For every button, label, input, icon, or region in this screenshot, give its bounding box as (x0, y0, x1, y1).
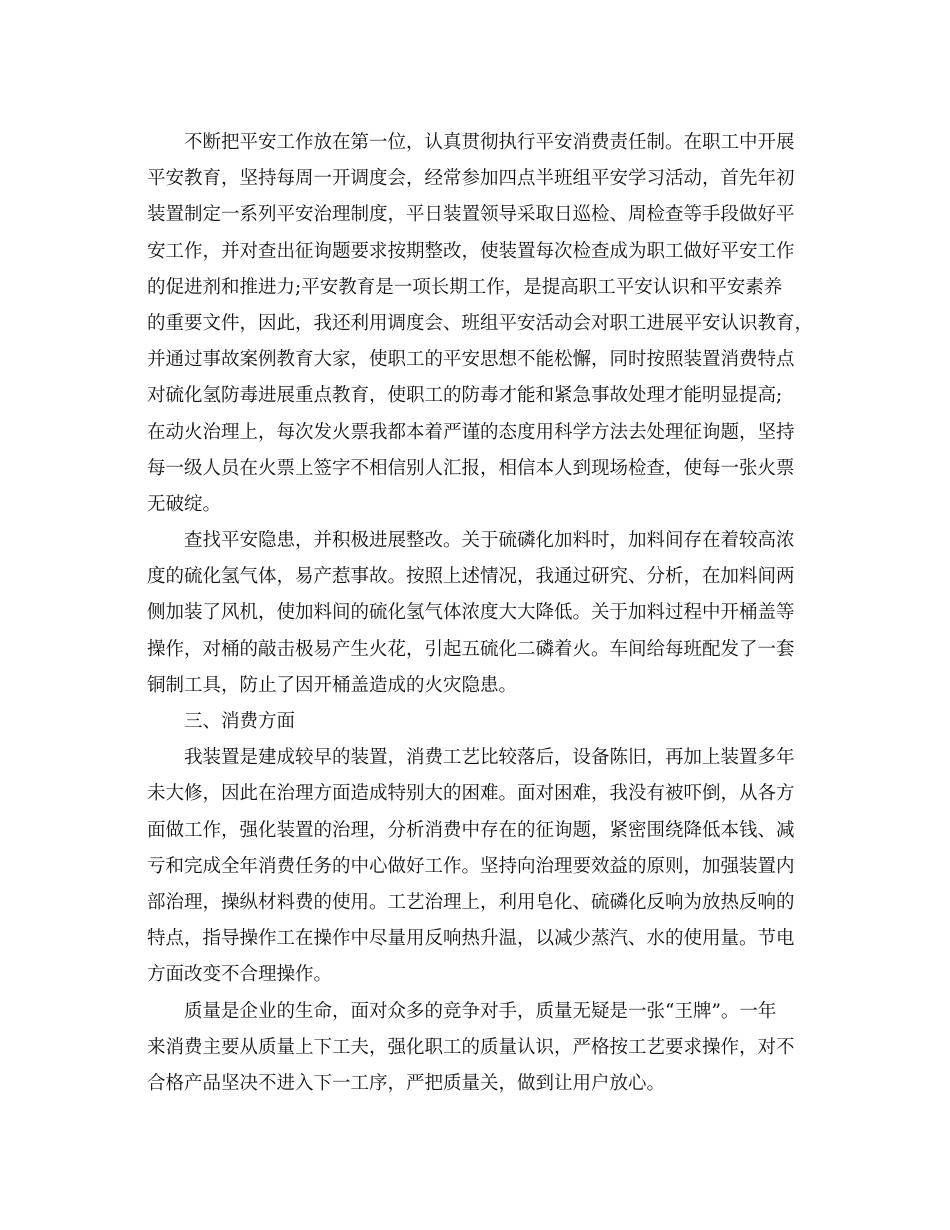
text-line: 来消费主要从质量上下工夫，强化职工的质量认识，严格按工艺要求操作，对不 (147, 1036, 795, 1058)
text-line: 操作，对桶的敲击极易产生火花，引起五硫化二磷着火。车间给每班配发了一套 (147, 638, 795, 660)
text-line: 无破绽。 (147, 493, 222, 515)
text-line: 方面改变不合理操作。 (147, 964, 333, 986)
text-line: 部治理，操纵材料费的使用。工艺治理上，利用皂化、硫磷化反响为放热反响的 (147, 891, 795, 913)
text-line: 三、消费方面 (184, 711, 296, 732)
text-line: 每一级人员在火票上签字不相信别人汇报，相信本人到现场检查，使每一张火票 (147, 457, 795, 479)
text-line: 在动火治理上，每次发火票我都本着严谨的态度用科学方法去处理征询题，坚持 (147, 421, 795, 443)
text-line: 平安教育，坚持每周一开调度会，经常参加四点半班组平安学习活动，首先年初 (147, 168, 795, 190)
text-line: 我装置是建成较早的装置，消费工艺比较落后，设备陈旧，再加上装置多年 (184, 747, 795, 769)
text-line: 不断把平安工作放在第一位，认真贯彻执行平安消费责任制。在职工中开展 (184, 132, 795, 153)
text-line: 对硫化氢防毒进展重点教育，使职工的防毒才能和紧急事故处理才能明显提高; (147, 385, 783, 407)
text-line: 安工作，并对查出征询题要求按期整改，使装置每次检查成为职工做好平安工作 (147, 240, 795, 262)
text-line: 度的硫化氢气体，易产惹事故。按照上述情况，我通过研究、分析，在加料间两 (147, 566, 795, 588)
text-line: 的重要文件，因此，我还利用调度会、班组平安活动会对职工进展平安认识教育， (147, 312, 814, 334)
text-line: 质量是企业的生命，面对众多的竞争对手，质量无疑是一张“王牌”。一年 (184, 1000, 777, 1022)
text-line: 查找平安隐患，并积极进展整改。关于硫磷化加料时，加料间存在着较高浓 (184, 530, 795, 552)
text-line: 装置制定一系列平安治理制度，平日装置领导采取日巡检、周检查等手段做好平 (147, 204, 795, 226)
document-body (147, 125, 814, 1102)
text-line: 铜制工具，防止了因开桶盖造成的火灾隐患。 (147, 674, 518, 696)
text-line: 面做工作，强化装置的治理，分析消费中存在的征询题，紧密围绕降低本钱、减 (147, 819, 795, 841)
text-line: 合格产品坚决不进入下一工序，严把质量关，做到让用户放心。 (147, 1072, 666, 1094)
text-line: 的促进剂和推进力;平安教育是一项长期工作，是提高职工平安认识和平安素养 (147, 276, 783, 298)
text-line: 未大修，因此在治理方面造成特别大的困难。面对困难，我没有被吓倒，从各方 (147, 783, 795, 805)
text-line: 亏和完成全年消费任务的中心做好工作。坚持向治理要效益的原则，加强装置内 (147, 855, 795, 877)
text-line: 特点，指导操作工在操作中尽量用反响热升温，以减少蒸汽、水的使用量。节电 (147, 928, 795, 950)
text-line: 并通过事故案例教育大家，使职工的平安思想不能松懈，同时按照装置消费特点 (147, 349, 795, 371)
text-line: 侧加装了风机，使加料间的硫化氢气体浓度大大降低。关于加料过程中开桶盖等 (147, 602, 795, 624)
